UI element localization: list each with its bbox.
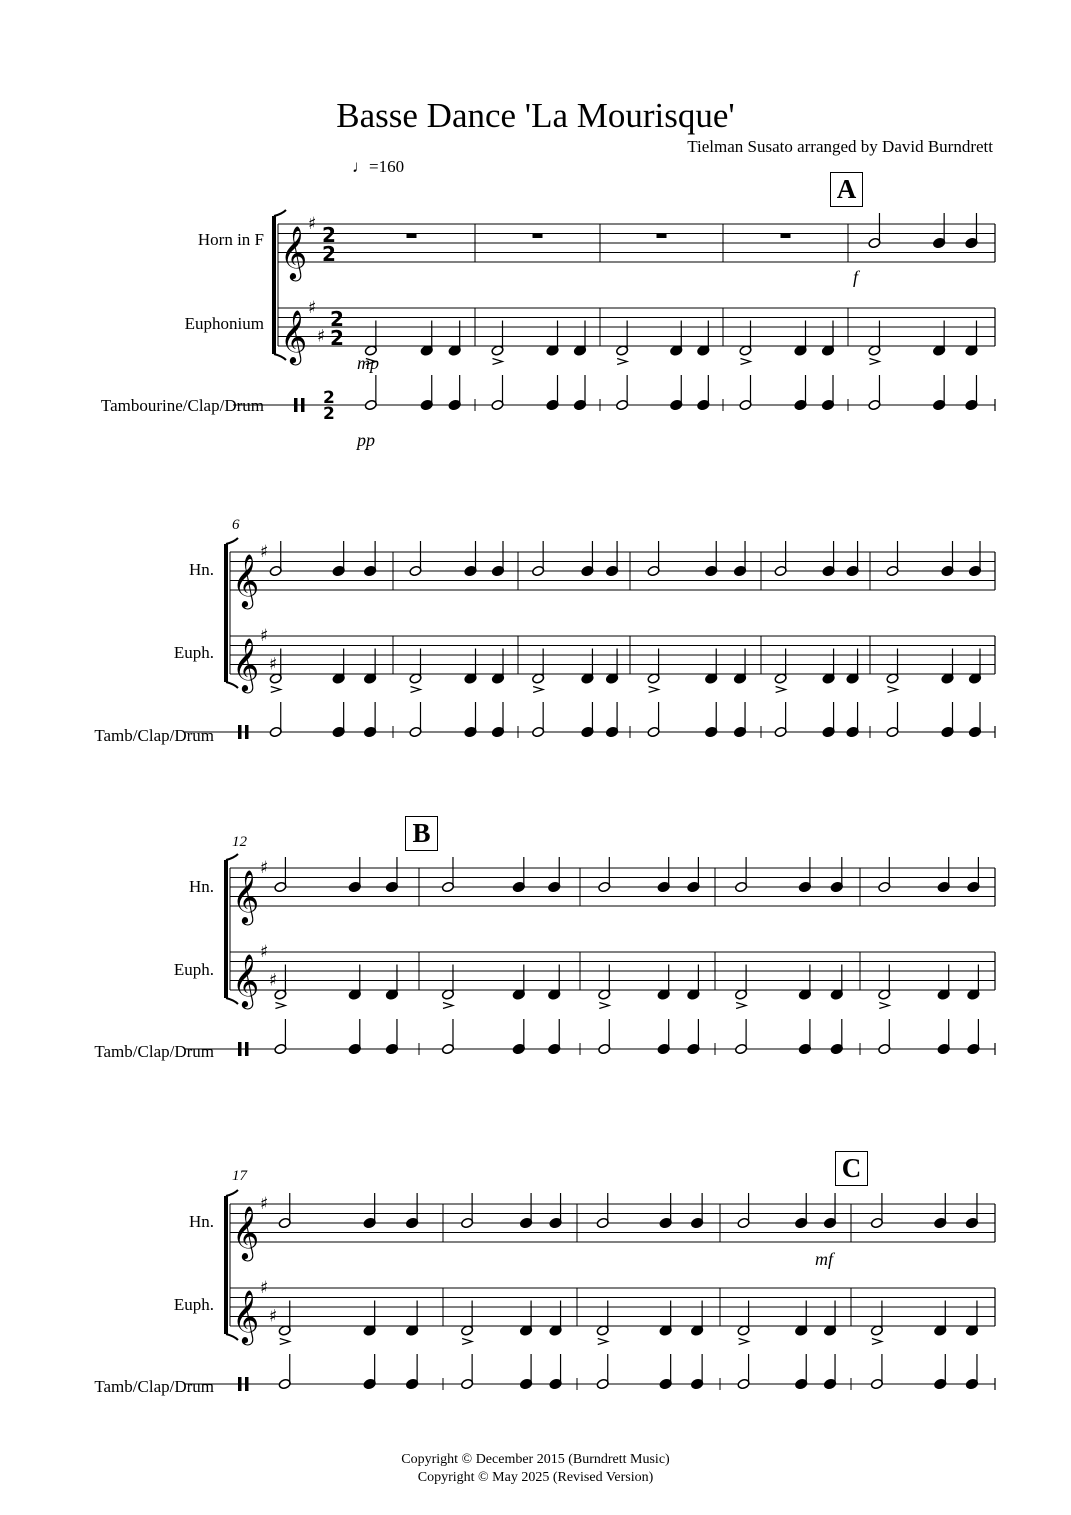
sharp-icon: ♯ [317,326,326,347]
rehearsal-mark-a: A [830,172,863,207]
treble-clef-icon: 𝄞 [232,1289,260,1343]
time-signature: 2 [322,223,336,247]
instrument-short-tambourine: Tamb/Clap/Drum [94,1042,214,1061]
treble-clef-icon: 𝄞 [280,309,308,363]
accent-mark [869,359,879,365]
accent-mark [462,1339,472,1345]
accent-mark [736,1003,746,1009]
sharp-icon: ♯ [260,542,269,562]
measure-number: 12 [232,834,247,850]
sharp-icon: ♯ [260,1278,269,1298]
accent-mark [493,359,503,365]
rehearsal-mark-b: B [405,816,438,851]
percussion-clef-icon [245,725,249,739]
time-signature: 2 [323,388,335,408]
copyright-line: Copyright © December 2015 (Burndrett Music) [401,1452,670,1467]
accent-mark [411,687,421,693]
accent-mark [533,687,543,693]
time-signature: 2 [322,242,336,266]
sharp-icon: ♯ [308,214,317,234]
system-bracket [226,1190,238,1196]
sharp-icon: ♯ [260,942,269,962]
system-bracket [226,854,238,860]
accent-mark [649,687,659,693]
whole-rest [657,234,667,239]
instrument-short-tambourine: Tamb/Clap/Drum [94,726,214,745]
percussion-clef-icon [238,1377,242,1391]
sharp-icon: ♯ [260,858,269,878]
accent-mark [739,1339,749,1345]
instrument-short-horn: Hn. [188,1212,214,1231]
dynamic-pp: pp [357,430,375,450]
sharp-icon: ♯ [308,298,317,318]
percussion-clef-icon [294,398,298,412]
composer-credit: Tielman Susato arranged by David Burndrett [687,137,993,156]
accent-mark [598,1339,608,1345]
percussion-clef-icon [245,1042,249,1056]
accent-mark [741,359,751,365]
treble-clef-icon: 𝄞 [232,1205,260,1259]
score-title: Basse Dance 'La Mourisque' [336,96,735,135]
time-signature: 2 [330,307,344,331]
instrument-short-horn: Hn. [188,560,214,579]
accent-mark [879,1003,889,1009]
dynamic-f: f [853,267,859,287]
tempo-marking [352,157,404,177]
notation-marks [232,213,982,1391]
accent-mark [617,359,627,365]
percussion-clef-icon [301,398,305,412]
instrument-name-horn: Horn in F [197,230,264,249]
rehearsal-mark-c: C [835,1151,868,1186]
treble-clef-icon: 𝄞 [232,869,260,923]
instrument-short-euphonium: Euph. [173,643,214,662]
tempo-value: =160 [369,157,405,176]
sharp-icon: ♯ [260,1194,269,1214]
accent-mark [280,1339,290,1345]
instrument-name-euphonium: Euphonium [184,314,264,333]
whole-rest [533,234,543,239]
accent-mark [275,1003,285,1009]
dynamic-mp: mp [357,353,379,373]
accent-mark [776,687,786,693]
sharp-icon: ♯ [269,970,278,991]
treble-clef-icon: 𝄞 [232,553,260,607]
accent-mark [271,687,281,693]
time-signature: 2 [323,404,335,424]
system-bracket [226,538,238,544]
whole-rest [781,234,791,239]
whole-rest [407,234,417,239]
sharp-icon: ♯ [269,1306,278,1327]
percussion-clef-icon [238,725,242,739]
instrument-short-euphonium: Euph. [173,960,214,979]
accent-mark [443,1003,453,1009]
accent-mark [872,1339,882,1345]
sharp-icon: ♯ [260,626,269,646]
time-signature: 2 [330,326,344,350]
instrument-short-horn: Hn. [188,877,214,896]
sharp-icon: ♯ [269,654,278,675]
system-bracket [274,210,286,216]
treble-clef-icon: 𝄞 [232,637,260,691]
copyright-line: Copyright © May 2025 (Revised Version) [417,1470,654,1485]
measure-number: 17 [232,1168,247,1184]
accent-mark [599,1003,609,1009]
treble-clef-icon: 𝄞 [280,225,308,279]
dynamic-mf: mf [815,1249,833,1269]
percussion-clef-icon [245,1377,249,1391]
instrument-short-tambourine: Tamb/Clap/Drum [94,1377,214,1396]
instrument-short-euphonium: Euph. [173,1295,214,1314]
staff-lines [185,210,995,1390]
measure-number: 6 [232,517,240,533]
accent-mark [888,687,898,693]
quarter-note-icon: ♩ [352,157,369,176]
percussion-clef-icon [238,1042,242,1056]
treble-clef-icon: 𝄞 [232,953,260,1007]
instrument-name-tambourine: Tambourine/Clap/Drum [100,396,264,415]
